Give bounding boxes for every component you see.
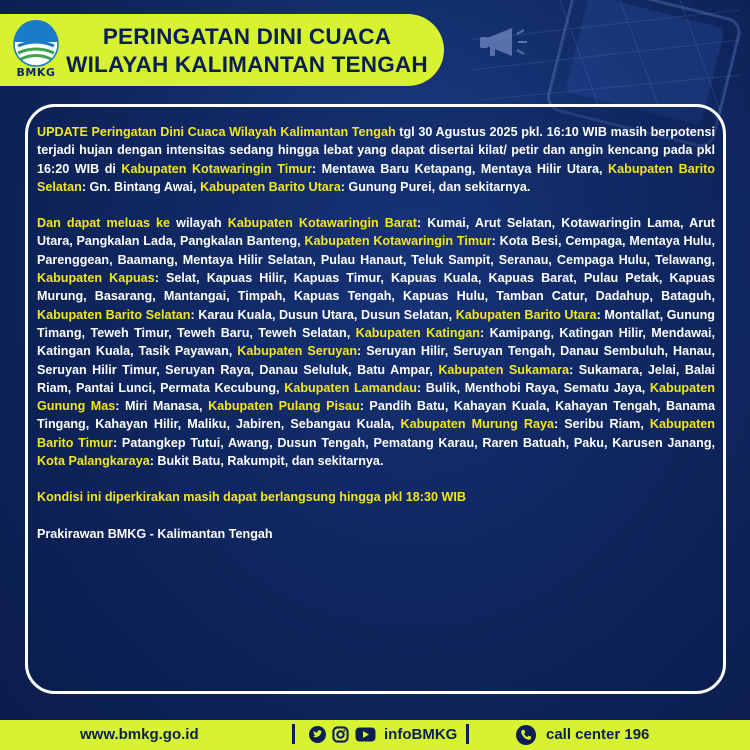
region-highlight: Kabupaten Seruyan (237, 344, 358, 359)
region-highlight: Kabupaten Kotawaringin Timur (304, 234, 492, 249)
region-highlight: Kabupaten Barito Utara (200, 179, 341, 194)
region-highlight: Kabupaten Lamandau (284, 380, 417, 395)
footer-divider (466, 724, 469, 744)
region-highlight: UPDATE Peringatan Dini Cuaca Wilayah Kalimantan Tengah (37, 125, 396, 139)
region-highlight: Kabupaten Barito Utara (455, 307, 597, 322)
bulletin-text: wilayah (170, 216, 228, 231)
bulletin-text: : Gunung Purei, dan sekitarnya. (340, 179, 531, 194)
bulletin-condition: Kondisi ini diperkirakan masih dapat berlangsung hingga pkl 18:30 WIB (37, 490, 466, 505)
phone-icon (516, 725, 536, 745)
map-grid (470, 0, 740, 110)
region-highlight: Kabupaten Gunung Mas (37, 380, 715, 414)
globe-icon (59, 728, 73, 742)
region-highlight: Dan dapat meluas ke (37, 216, 171, 231)
region-highlight: Kabupaten Pulang Pisau (208, 399, 360, 414)
social-handle[interactable]: infoBMKG (384, 726, 458, 743)
bulletin-paragraph-update (37, 123, 715, 196)
region-highlight: Kabupaten Kotawaringin Timur (121, 161, 312, 176)
bulletin-text: : Montallat, Gunung Timang, Teweh Timur, Teweh Baru, Teweh Selatan, (37, 307, 715, 340)
youtube-icon[interactable] (355, 726, 376, 743)
region-highlight: Kabupaten Kotawaringin Barat (227, 216, 417, 231)
twitter-icon[interactable] (309, 726, 326, 743)
call-center[interactable]: call center 196 (546, 726, 650, 743)
title-line-1: PERINGATAN DINI CUACA (102, 24, 392, 49)
region-highlight: Kabupaten Barito Selatan (37, 161, 715, 194)
region-highlight: Kabupaten Murung Raya (400, 417, 555, 432)
bulletin-content (37, 123, 715, 561)
bulletin-text: : Kamipang, Katingan Hilir, Mendawai, Katingan Kuala, Tasik Payawan, (37, 325, 715, 359)
bulletin-text: : Selat, Kapuas Hilir, Kapuas Timur, Kapuas Kuala, Kapuas Barat, Pulau Petak, Kapuas Murung, Basarang, Mantangai, Timpah, Kapuas Tengah, Kapuas Hulu, Tamban Catur, Dadahup, Bataguh, (37, 271, 715, 304)
bulletin-paragraph-expansion (37, 214, 715, 470)
region-highlight: Kabupaten Barito Selatan (37, 307, 191, 322)
footer-divider (292, 724, 295, 744)
bulletin-text: : Seruyan Hilir, Seruyan Tengah, Danau Sembuluh, Hanau, Seruyan Hilir Timur, Seruyan Raya, Danau Seluluk, Batu Ampar, (37, 344, 715, 377)
bulletin-text: : Patangkep Tutui, Awang, Dusun Tengah, Pematang Karau, Raren Batuah, Paku, Karusen Janang, (112, 435, 716, 450)
bulletin-text: : Kota Besi, Cempaga, Mentaya Hulu, Parenggean, Baamang, Mentaya Hilir Selatan, Pulau Hanaut, Teluk Sampit, Seranau, Cempaga Hulu, Telawang, (37, 234, 715, 267)
bulletin-text: tgl 30 Agustus 2025 pkl. 16:10 WIB masih berpotensi terjadi hujan dengan intensitas sedang hingga lebat yang dapat disertai kilat/ petir dan angin kencang pada pkl 16:20 WIB di (37, 125, 715, 176)
bulletin-text: : Karau Kuala, Dusun Utara, Dusun Selatan, (190, 307, 456, 322)
bulletin-signature: Prakirawan BMKG - Kalimantan Tengah (37, 526, 273, 541)
bulletin-text: : Sukamara, Jelai, Balai Riam, Pantai Lunci, Permata Kecubung, (37, 362, 716, 395)
region-highlight: Kabupaten Sukamara (438, 362, 570, 377)
instagram-icon[interactable] (332, 726, 349, 743)
footer-bar (0, 720, 750, 750)
website-link[interactable]: www.bmkg.go.id (80, 726, 199, 743)
region-highlight: Kabupaten Kapuas (37, 271, 155, 286)
bulletin-text: : Kumai, Arut Selatan, Kotawaringin Lama, Arut Utara, Pangkalan Lada, Pangkalan Banteng, (37, 216, 716, 249)
bulletin-text: : Mentawa Baru Ketapang, Mentaya Hilir Utara, (311, 161, 609, 176)
bulletin-text: : Miri Manasa, (115, 399, 209, 414)
page-title (62, 23, 432, 79)
logo-label: BMKG (16, 66, 56, 79)
bulletin-text: : Gn. Bintang Awai, (81, 179, 201, 194)
bulletin-text: : Pandih Batu, Kahayan Kuala, Kahayan Tengah, Banama Tingang, Kahayan Hilir, Maliku, Jabiren, Sebangau Kuala, (37, 399, 716, 432)
region-highlight: Kota Palangkaraya (37, 454, 150, 469)
megaphone-icon (480, 28, 527, 56)
bulletin-text: : Bulik, Menthobi Raya, Sematu Jaya, (416, 380, 650, 395)
title-line-2: WILAYAH KALIMANTAN TENGAH (66, 52, 428, 77)
bulletin-text: : Bukit Batu, Rakumpit, dan sekitarnya. (149, 454, 384, 469)
bulletin-text: : Seribu Riam, (554, 417, 650, 432)
region-highlight: Kabupaten Barito Timur (37, 417, 715, 450)
region-highlight: Kabupaten Katingan (355, 325, 480, 340)
